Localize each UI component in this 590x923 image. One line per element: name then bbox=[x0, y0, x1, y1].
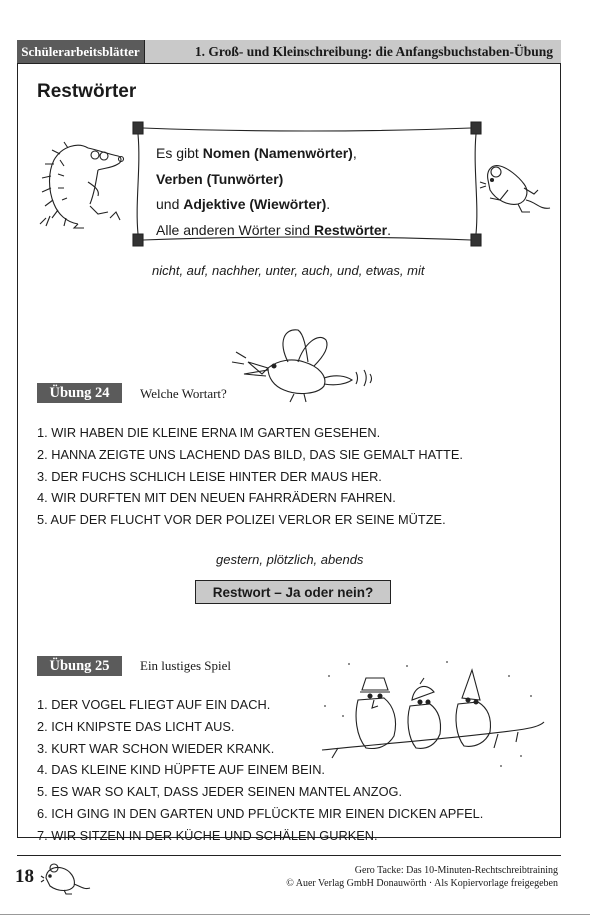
list-item: 1. WIR HABEN DIE KLEINE ERNA IM GARTEN GESEHEN. bbox=[37, 425, 381, 440]
exercise-24-list bbox=[37, 422, 463, 531]
list-item: 5. AUF DER FLUCHT VOR DER POLIZEI VERLOR ER SEINE MÜTZE. bbox=[37, 512, 446, 528]
exercise-24-instruction: Welche Wortart? bbox=[140, 386, 227, 401]
hedgehog-icon bbox=[38, 138, 128, 230]
page-title: Restwörter bbox=[37, 81, 137, 102]
list-item: 1. DER VOGEL FLIEGT AUF EIN DACH. bbox=[37, 697, 271, 712]
list-item: 4. DAS KLEINE KIND HÜPFTE AUF EINEM BEIN. bbox=[37, 762, 325, 778]
list-item: 2. ICH KNIPSTE DAS LICHT AUS. bbox=[37, 718, 235, 734]
footer-credits bbox=[286, 864, 558, 890]
footer-line-2: © Auer Verlag GmbH Donauwörth · Als Kopiervorlage freigegeben bbox=[286, 878, 558, 889]
rule-line-3: und Adjektive (Wiewörter). bbox=[156, 196, 331, 212]
restwort-examples-1: nicht, auf, nachher, unter, auch, und, etwas, mit bbox=[152, 263, 425, 278]
list-item: 6. ICH GING IN DEN GARTEN UND PFLÜCKTE MIR EINEN DICKEN APFEL. bbox=[37, 805, 484, 821]
rule-line-2: Verben (Tunwörter) bbox=[156, 170, 284, 187]
header-topic: 1. Groß- und Kleinschreibung: die Anfangsbuchstaben-Übung bbox=[145, 40, 561, 63]
list-item: 2. HANNA ZEIGTE UNS LACHEND DAS BILD, DAS SIE GEMALT HATTE. bbox=[37, 446, 463, 462]
exercise-24-label: Übung 24 bbox=[37, 383, 122, 403]
page-number: 18 bbox=[15, 866, 34, 887]
mouse-icon bbox=[478, 160, 552, 216]
footer-divider bbox=[17, 855, 561, 856]
rule-box-text bbox=[156, 141, 391, 243]
rule-line-4: Alle anderen Wörter sind Restwörter. bbox=[156, 221, 391, 238]
page-edge bbox=[0, 914, 590, 915]
exercise-25-instruction: Ein lustiges Spiel bbox=[140, 658, 231, 673]
list-item: 3. DER FUCHS SCHLICH LEISE HINTER DER MAUS HER. bbox=[37, 468, 382, 484]
list-item: 3. KURT WAR SCHON WIEDER KRANK. bbox=[37, 740, 275, 756]
mouse-footer-icon bbox=[40, 860, 92, 894]
restwort-examples-2: gestern, plötzlich, abends bbox=[216, 552, 364, 567]
list-item: 7. WIR SITZEN IN DER KÜCHE UND SCHÄLEN GURKEN. bbox=[37, 827, 378, 843]
list-item: 4. WIR DURFTEN MIT DEN NEUEN FAHRRÄDERN FAHREN. bbox=[37, 490, 396, 506]
header-category: Schülerarbeitsblätter bbox=[17, 40, 145, 63]
exercise-25-list bbox=[37, 694, 483, 847]
rule-line-1: Es gibt Nomen (Namenwörter), bbox=[156, 145, 357, 161]
footer-line-1: Gero Tacke: Das 10-Minuten-Rechtschreibtraining bbox=[354, 865, 558, 876]
question-box: Restwort – Ja oder nein? bbox=[195, 580, 391, 604]
exercise-25-label: Übung 25 bbox=[37, 656, 122, 676]
bird-icon bbox=[228, 322, 378, 402]
list-item: 5. ES WAR SO KALT, DASS JEDER SEINEN MANTEL ANZOG. bbox=[37, 784, 403, 800]
worksheet-header bbox=[17, 40, 561, 64]
